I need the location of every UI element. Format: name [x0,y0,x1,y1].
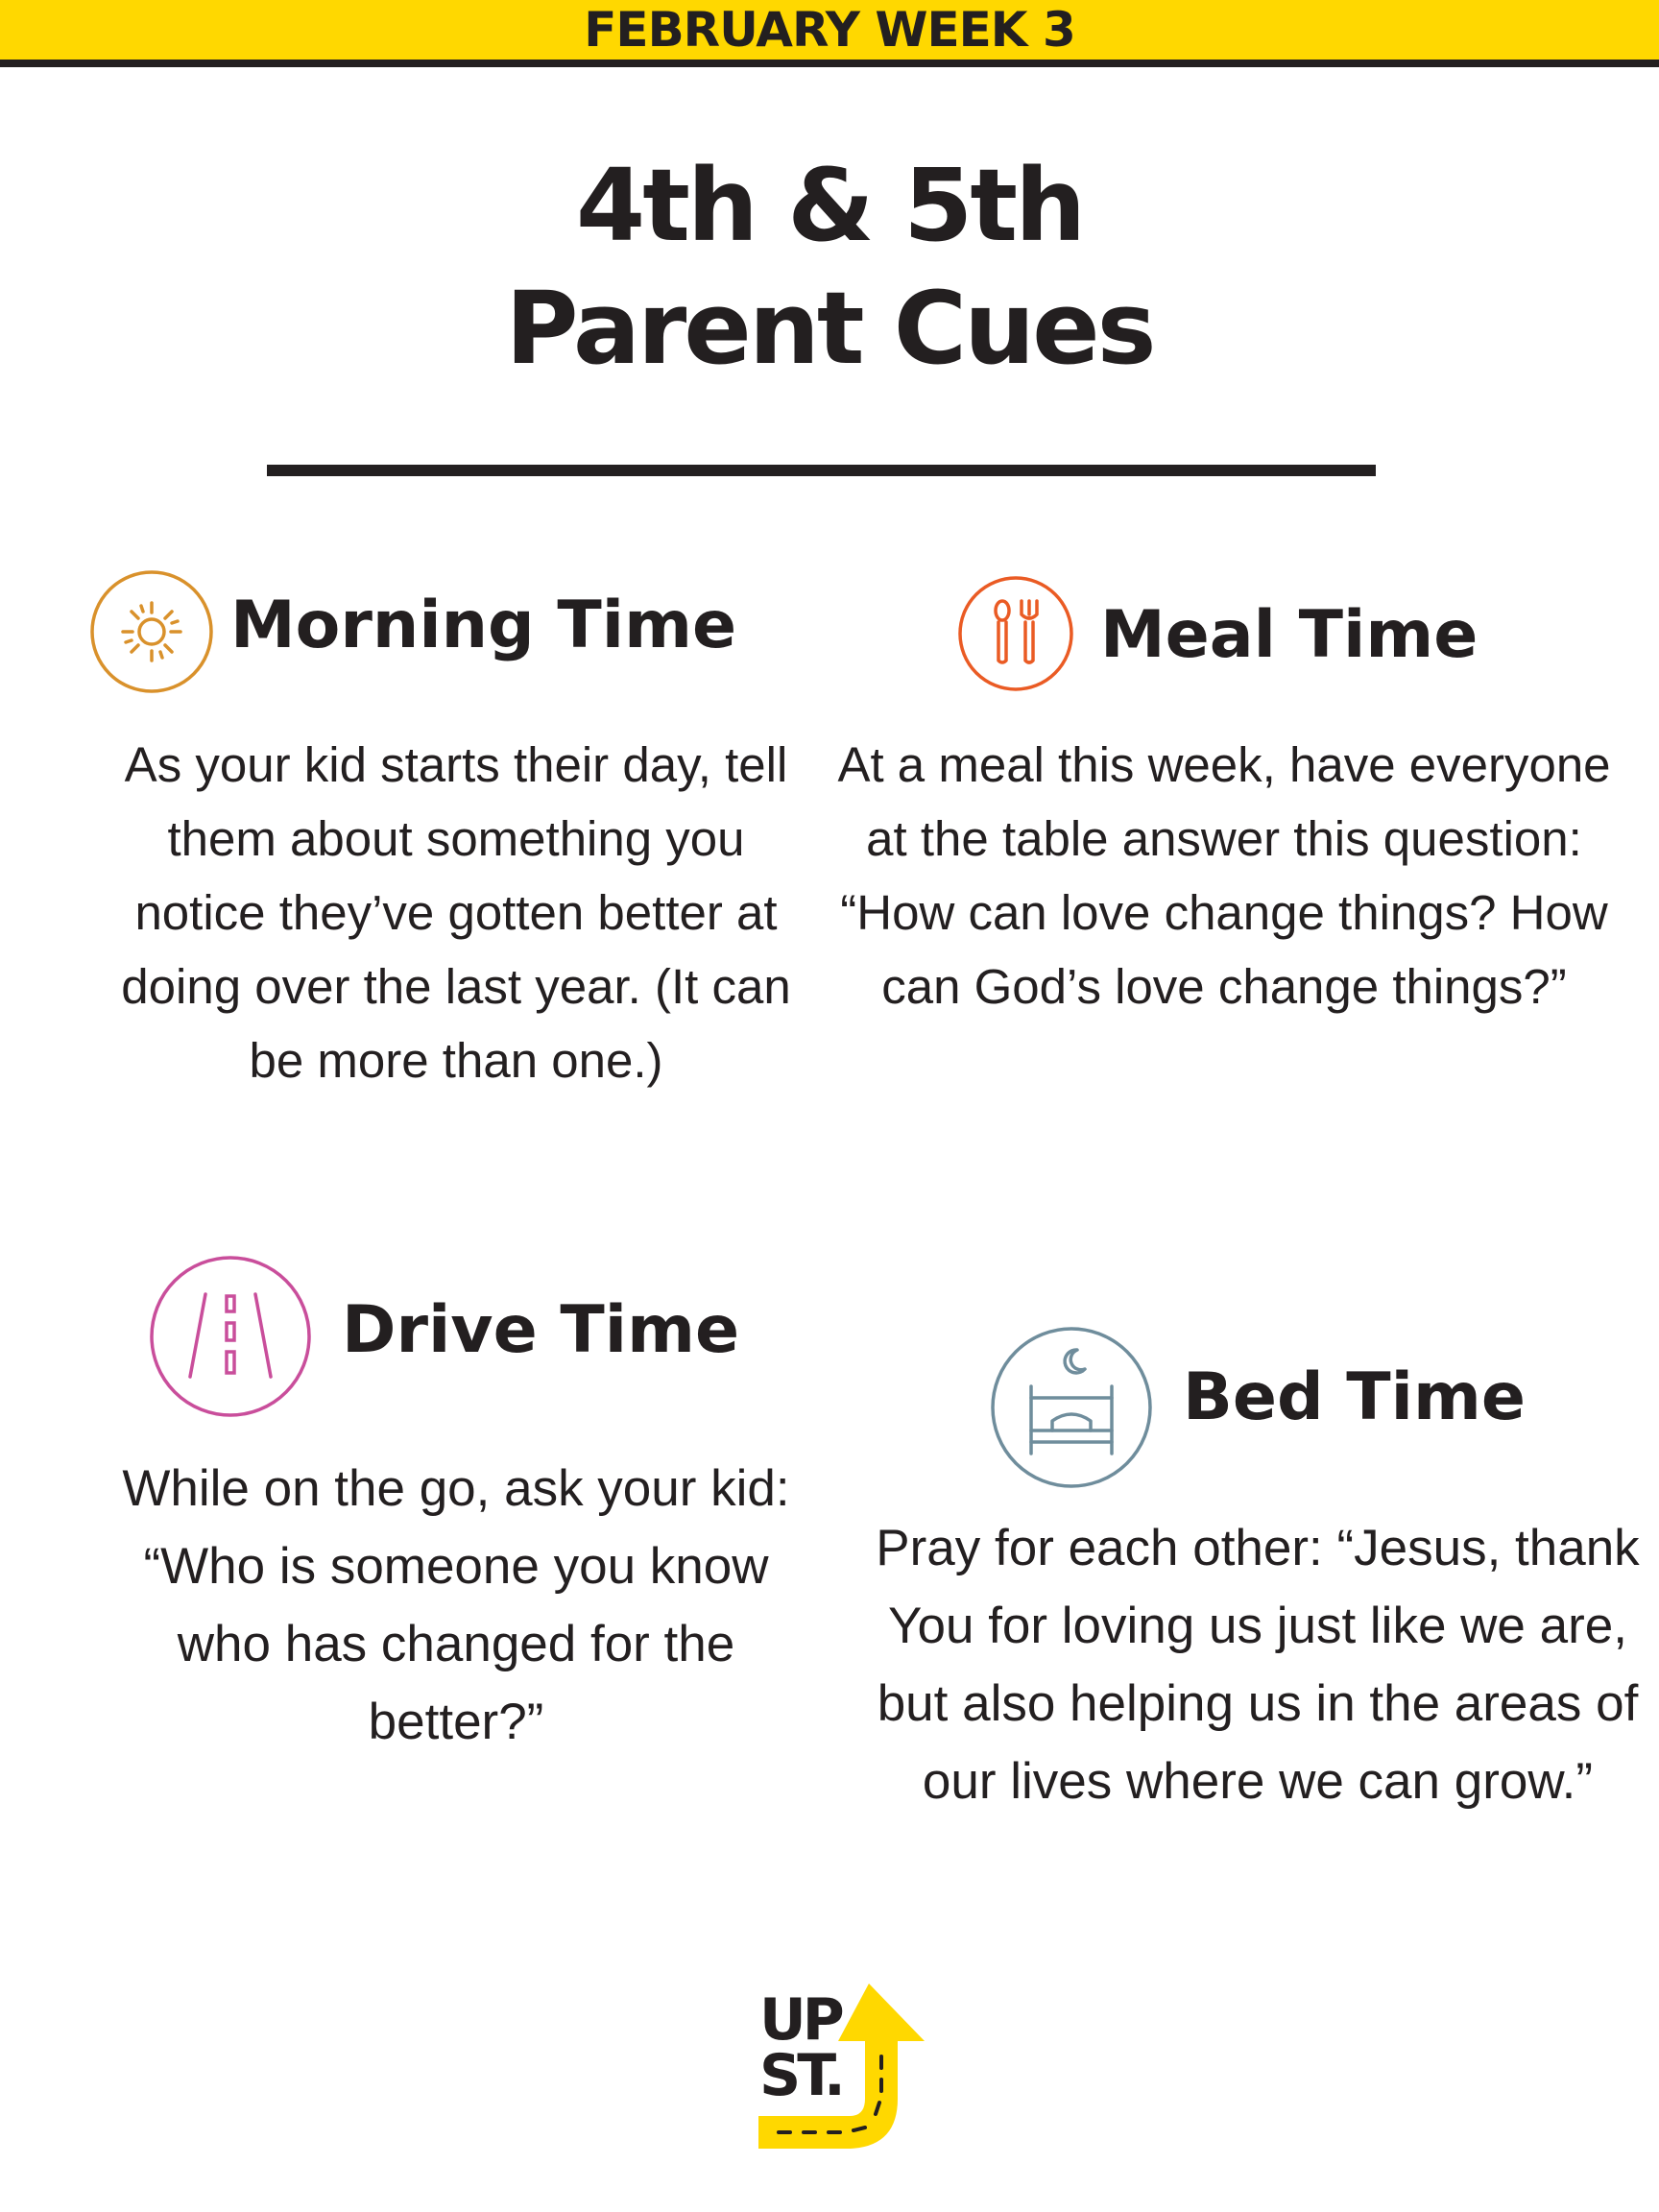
utensils-icon [956,574,1075,698]
drive-time-text: While on the go, ask your kid: “Who is someone you know who has changed for the better?” [122,1460,790,1750]
bed-time-heading: Bed Time [1183,1359,1526,1435]
page-title [0,144,1659,390]
upstreet-logo [754,1984,926,2161]
page-title-line-2: Parent Cues [505,270,1154,387]
meal-time-heading: Meal Time [1100,597,1479,673]
title-divider [267,465,1376,476]
header-banner [0,0,1659,67]
road-icon [148,1254,313,1424]
sun-icon [88,568,215,700]
page-title-line-1: 4th & 5th [575,147,1084,264]
banner-text: FEBRUARY WEEK 3 [584,2,1075,58]
bed-moon-icon [989,1325,1154,1495]
logo-text-up: UP [759,1986,841,2054]
morning-time-heading: Morning Time [230,588,737,663]
morning-time-text: As your kid starts their day, tell them about something you notice they’ve gotten better at doing over the last year. (It can be more than one.) [121,737,791,1088]
bed-time-text: Pray for each other: “Jesus, thank You for loving us just like we are, but also helping us in the areas of our lives where we can grow.” [876,1520,1640,1810]
meal-time-text: At a meal this week, have everyone at the table answer this question: “How can love change things? How can God’s love change things?” [837,737,1611,1014]
drive-time-heading: Drive Time [342,1292,740,1368]
logo-text-st: ST. [759,2042,842,2109]
